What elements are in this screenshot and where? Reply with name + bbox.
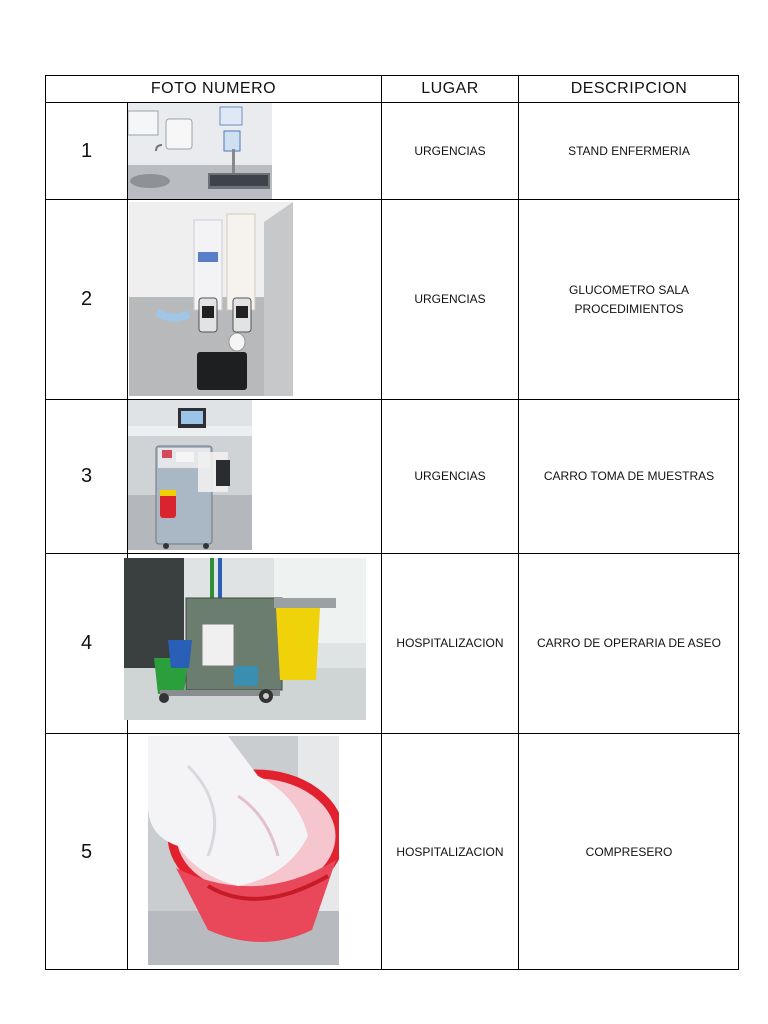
row-place: URGENCIAS: [414, 143, 486, 158]
row-description: STAND ENFERMERIA: [568, 143, 690, 158]
row-description: CARRO DE OPERARIA DE ASEO: [536, 636, 722, 650]
glucometer-photo: [129, 202, 293, 396]
sample-cart-photo: [128, 400, 252, 550]
header-description: DESCRIPCION: [570, 80, 688, 97]
row-number: 4: [80, 632, 93, 654]
header-photo-number: FOTO NUMERO: [150, 80, 277, 97]
row-number: 1: [80, 139, 93, 162]
header-place: LUGAR: [421, 80, 479, 97]
row-number: 3: [80, 465, 93, 487]
cleaning-cart-photo: [124, 558, 366, 720]
row-description: GLUCOMETRO SALA PROCEDIMIENTOS: [568, 282, 690, 316]
row-place: URGENCIAS: [414, 292, 486, 306]
inspection-table: [45, 75, 739, 970]
row-place: URGENCIAS: [414, 469, 486, 483]
row-place: HOSPITALIZACION: [396, 844, 504, 859]
row-description: COMPRESERO: [585, 844, 673, 859]
sink-stand-photo: [128, 103, 272, 199]
row-place: HOSPITALIZACION: [396, 636, 504, 650]
laundry-bin-photo: [148, 736, 339, 965]
row-description: CARRO TOMA DE MUESTRAS: [543, 469, 715, 483]
row-number: 5: [80, 840, 93, 863]
row-number: 2: [80, 288, 93, 310]
